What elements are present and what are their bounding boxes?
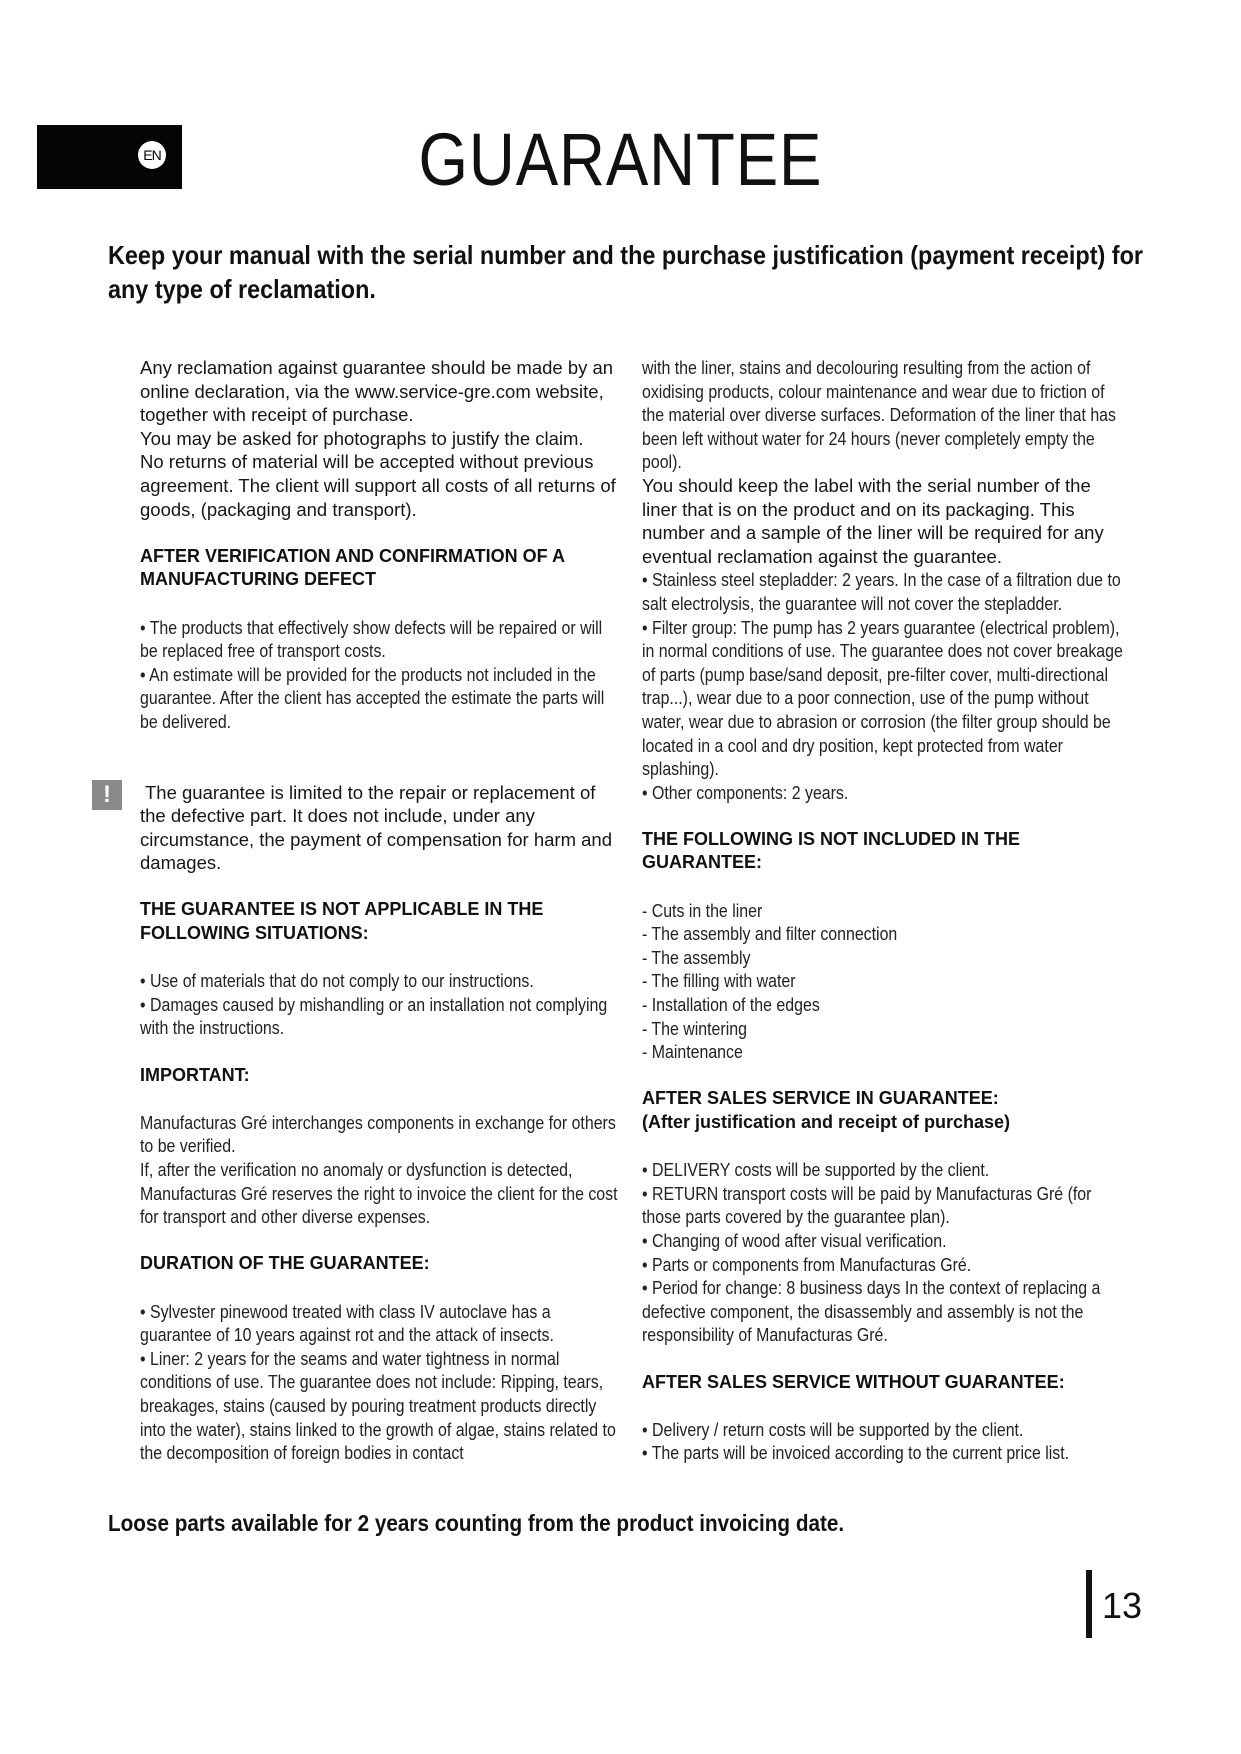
claim-paragraph-3: No returns of material will be accepted without previous agreement. The client will support all costs of all returns of goods, (packaging and transport). (140, 451, 616, 520)
after-sales-no-guarantee-heading: AFTER SALES SERVICE WITHOUT GUARANTEE: (642, 1371, 1065, 1392)
language-badge: EN (138, 141, 166, 169)
not-applicable-heading: THE GUARANTEE IS NOT APPLICABLE IN THE FOLLOWING SITUATIONS: (140, 899, 544, 944)
not-included-item: - The filling with water (642, 970, 796, 992)
page-number-bar (1086, 1570, 1092, 1638)
stepladder-item: • Stainless steel stepladder: 2 years. In the case of a filtration due to salt electrolysis, the guarantee will not cover the stepladder. (642, 569, 1121, 614)
right-column (642, 356, 1122, 1465)
not-included-item: - The assembly and filter connection (642, 923, 898, 945)
intro-notice: Keep your manual with the serial number and the purchase justification (payment receipt) for any type of reclamation. (108, 240, 1144, 304)
after-sales-guarantee-item: • RETURN transport costs will be paid by Manufacturas Gré (for those parts covered by the guarantee plan). (642, 1182, 1092, 1228)
after-sales-guarantee-item: • Period for change: 8 business days In the context of replacing a defective component, the disassembly and assembly is not the responsibility of Manufacturas Gré. (642, 1277, 1101, 1346)
not-included-item: - Cuts in the liner (642, 899, 763, 921)
after-sales-guarantee-item: • DELIVERY costs will be supported by the client. (642, 1159, 990, 1181)
warning-icon: ! (92, 780, 122, 810)
after-sales-no-guarantee-item: • The parts will be invoiced according to the current price list. (642, 1442, 1070, 1464)
not-included-item: - The wintering (642, 1017, 747, 1039)
page-title: GUARANTEE (418, 118, 823, 201)
footer-note: Loose parts available for 2 years counting from the product invoicing date. (108, 1510, 845, 1536)
filter-item: • Filter group: The pump has 2 years guarantee (electrical problem), in normal conditions of use. The guarantee does not cover breakage of parts (pump base/sand deposit, pre-filter cover, multi-directional trap...), wear due to a poor connection, use of the pump without water, wear due to abrasion or corrosion (the filter group should be located in a cool and dry position, kept protected from water splashing). (642, 616, 1123, 780)
not-included-heading: THE FOLLOWING IS NOT INCLUDED IN THE GUARANTEE: (642, 828, 1020, 873)
duration-item-liner: • Liner: 2 years for the seams and water tightness in normal conditions of use. The guarantee does not include: Ripping, tears, breakages, stains (caused by pouring treatment products directly into the water), stains linked to the growth of algae, stains related to the decomposition of foreign bodies in contact (140, 1347, 616, 1464)
duration-item-wood: • Sylvester pinewood treated with class IV autoclave has a guarantee of 10 years against rot and the attack of insects. (140, 1300, 554, 1346)
important-paragraph-2: If, after the verification no anomaly or dysfunction is detected, Manufacturas Gré reserves the right to invoice the client for the cost for transport and other diverse expenses. (140, 1159, 618, 1228)
verification-heading: AFTER VERIFICATION AND CONFIRMATION OF A MANUFACTURING DEFECT (140, 545, 565, 590)
not-applicable-item: • Use of materials that do not comply to our instructions. (140, 970, 534, 992)
warning-text: The guarantee is limited to the repair or replacement of the defective part. It does not include, under any circumstance, the payment of compensation for harm and damages. (140, 781, 612, 874)
after-sales-guarantee-item: • Changing of wood after visual verification. (642, 1229, 947, 1251)
after-sales-guarantee-item: • Parts or components from Manufacturas Gré. (642, 1253, 972, 1275)
other-components-item: • Other components: 2 years. (642, 781, 849, 803)
left-column (140, 356, 620, 1465)
after-sales-no-guarantee-item: • Delivery / return costs will be supported by the client. (642, 1418, 1024, 1440)
duration-heading: DURATION OF THE GUARANTEE: (140, 1253, 430, 1274)
not-applicable-item: • Damages caused by mishandling or an installation not complying with the instructions. (140, 993, 608, 1039)
claim-paragraph-1: Any reclamation against guarantee should be made by an online declaration, via the www.service-gre.com website, together with receipt of purchase. (140, 357, 614, 426)
page-number: 13 (1102, 1585, 1143, 1626)
not-included-item: - Installation of the edges (642, 994, 820, 1016)
not-included-item: - Maintenance (642, 1041, 743, 1063)
label-note: You should keep the label with the serial number of the liner that is on the product and on its packaging. This number and a sample of the liner will be required for any eventual reclamation against the guarantee. (642, 474, 1104, 567)
liner-continuation: with the liner, stains and decolouring resulting from the action of oxidising products, colour maintenance and wear due to friction of the material over diverse surfaces. Deformation of the liner that has been left without water for 24 hours (never completely empty the pool). (642, 357, 1116, 473)
not-included-item: - The assembly (642, 946, 751, 968)
important-paragraph-1: Manufacturas Gré interchanges components in exchange for others to be verified. (140, 1111, 616, 1157)
claim-paragraph-2: You may be asked for photographs to justify the claim. (140, 427, 584, 449)
verification-item: • The products that effectively show defects will be repaired or will be replaced free of transport costs. (140, 616, 603, 662)
after-sales-guarantee-subheading: (After justification and receipt of purchase) (642, 1112, 1011, 1132)
verification-item: • An estimate will be provided for the products not included in the guarantee. After the client has accepted the estimate the parts will be delivered. (140, 663, 605, 732)
important-heading: IMPORTANT: (140, 1064, 250, 1085)
after-sales-guarantee-heading: AFTER SALES SERVICE IN GUARANTEE: (642, 1088, 999, 1109)
